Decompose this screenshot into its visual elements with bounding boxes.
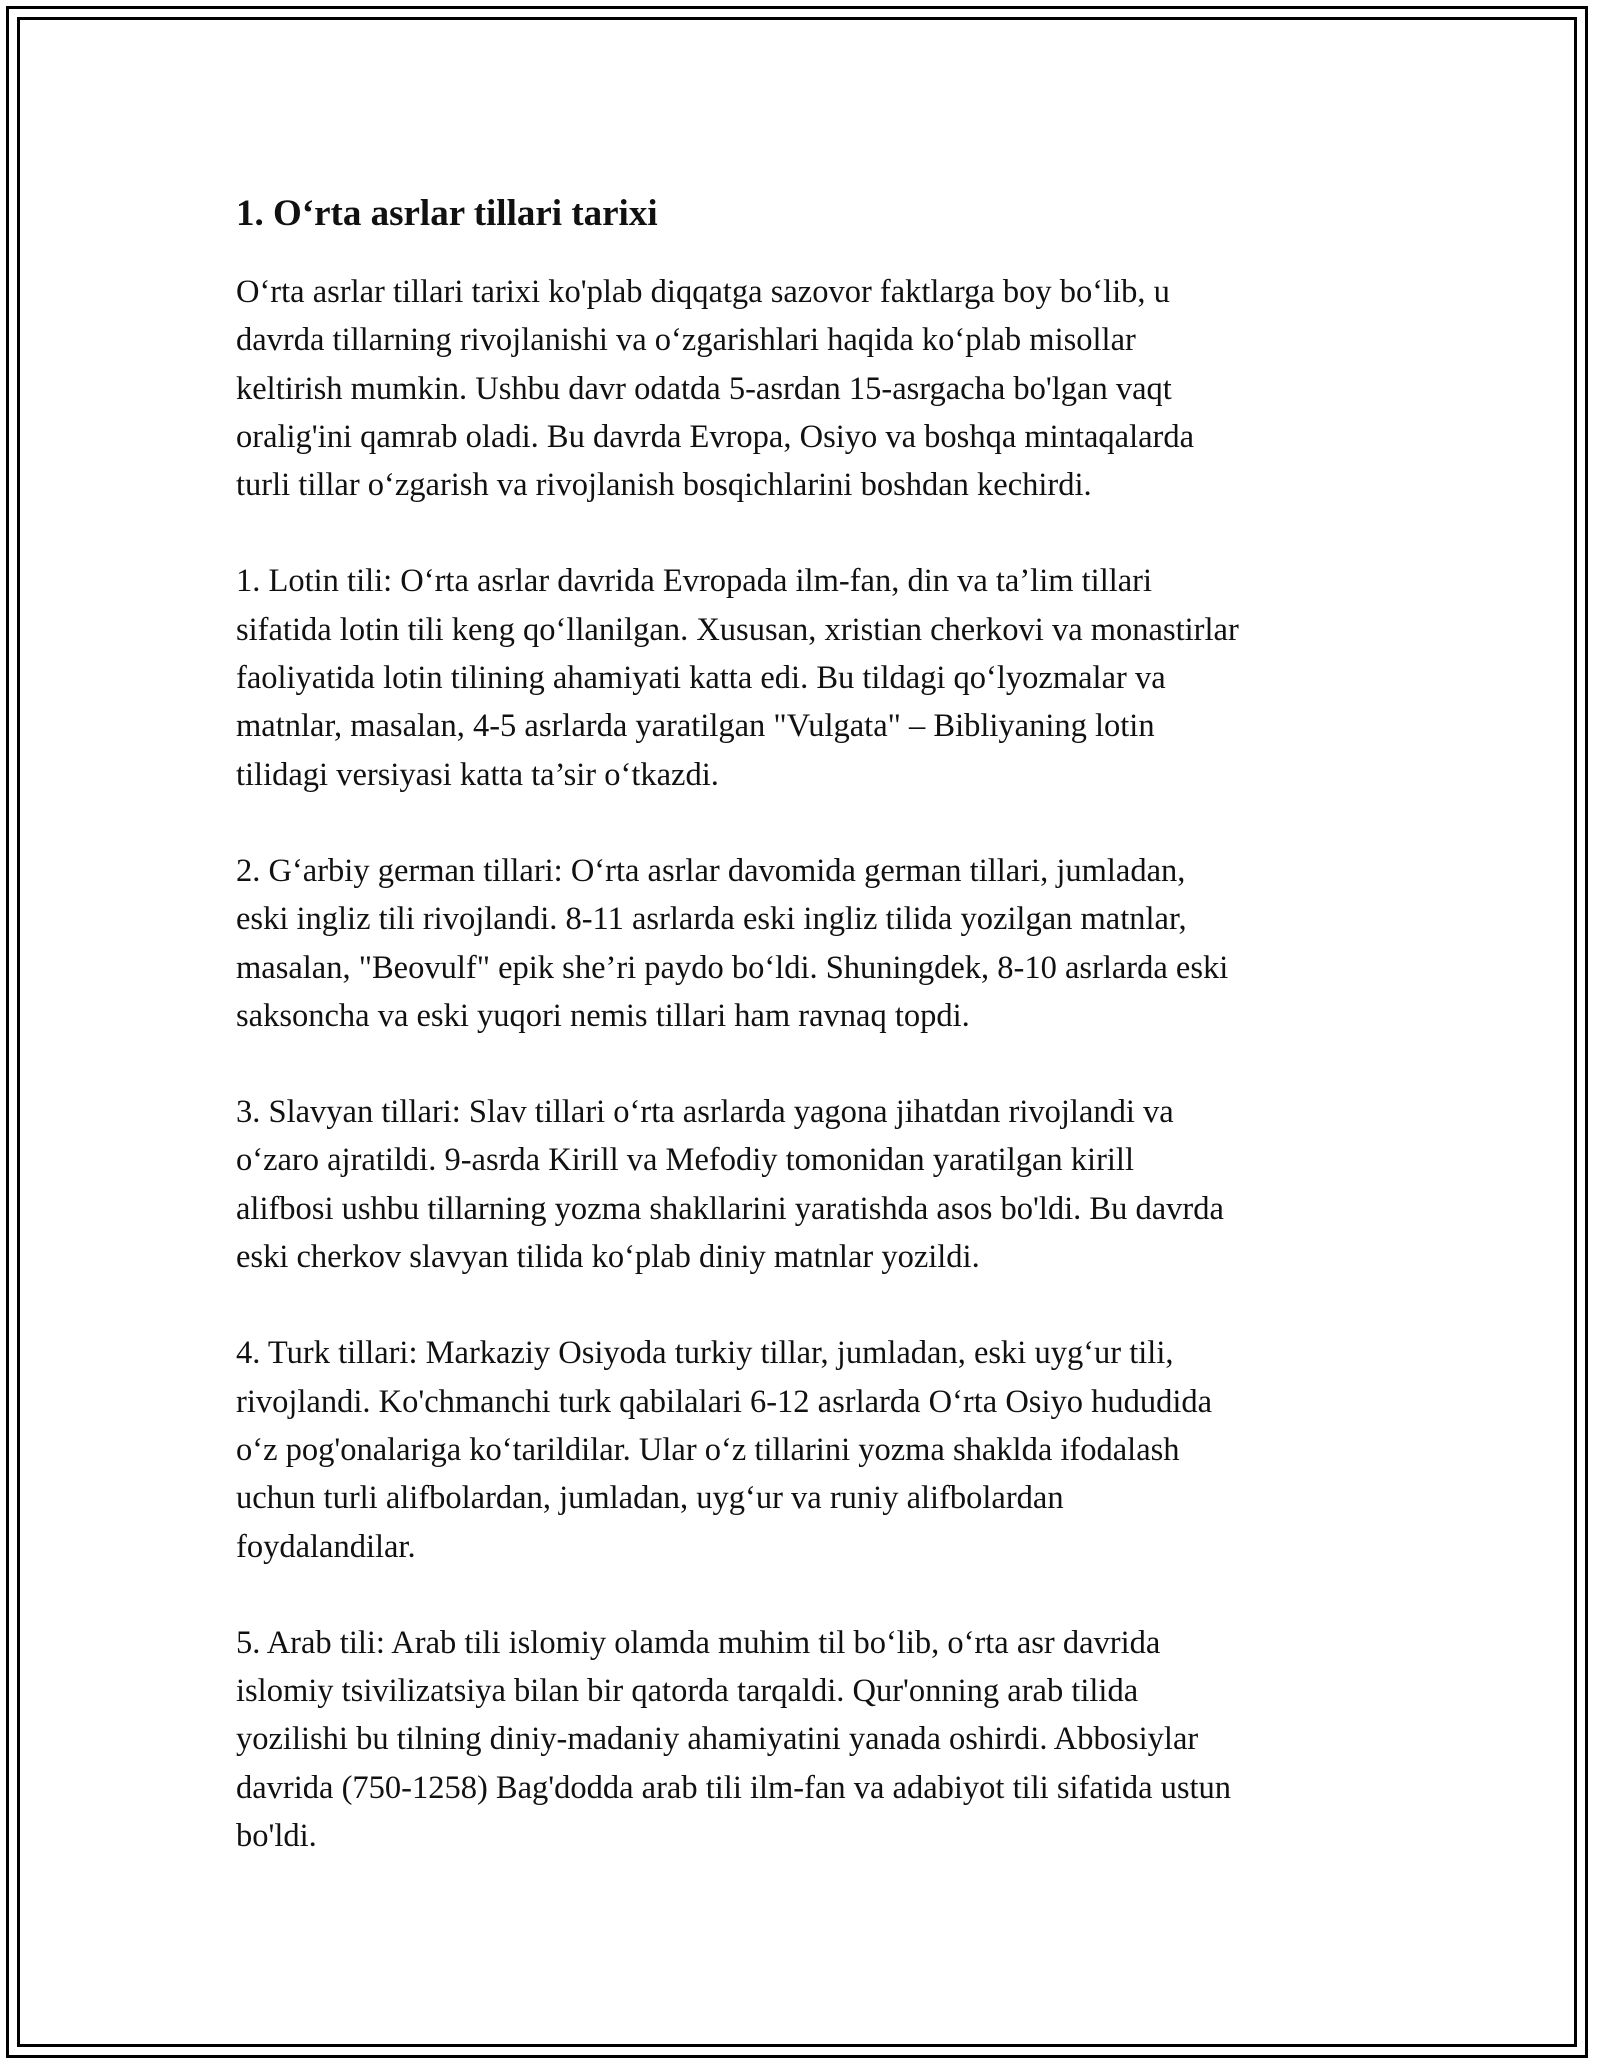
text-line: 3. Slavyan tillari: Slav tillari o‘rta asrlarda yagona jihatdan rivojlandi va	[236, 1094, 1174, 1131]
text-line: 4. Turk tillari: Markaziy Osiyoda turkiy tillar, jumladan, eski uyg‘ur tili,	[236, 1335, 1174, 1372]
text-line: 2. G‘arbiy german tillari: O‘rta asrlar davomida german tillari, jumladan,	[236, 852, 1186, 889]
text-line: faoliyatida lotin tilining ahamiyati katta edi. Bu tildagi qo‘lyozmalar va	[236, 660, 1166, 697]
text-line: rivojlandi. Ko'chmanchi turk qabilalari 6-12 asrlarda O‘rta Osiyo hududida	[236, 1383, 1213, 1420]
text-line: islomiy tsivilizatsiya bilan bir qatorda tarqaldi. Qur'onning arab tilida	[236, 1673, 1139, 1710]
paragraph-turkic	[236, 1329, 1386, 1570]
text-line: o‘z pog'onalariga ko‘tarildilar. Ular o‘z tillarini yozma shaklda ifodalash	[236, 1431, 1180, 1468]
text-line: eski cherkov slavyan tilida ko‘plab diniy matnlar yozildi.	[236, 1239, 980, 1276]
text-line: yozilishi bu tilning diniy-madaniy ahamiyatini yanada oshirdi. Abbosiylar	[236, 1721, 1199, 1758]
text-line: matnlar, masalan, 4-5 asrlarda yaratilgan "Vulgata" – Bibliyaning lotin	[236, 708, 1155, 745]
text-line: sifatida lotin tili keng qo‘llanilgan. Xususan, xristian cherkovi va monastirlar	[236, 611, 1239, 648]
text-line: keltirish mumkin. Ushbu davr odatda 5-asrdan 15-asrgacha bo'lgan vaqt	[236, 370, 1172, 407]
document-title: 1. O‘rta asrlar tillari tarixi	[236, 193, 658, 234]
text-line: masalan, "Beovulf" epik she’ri paydo bo‘ldi. Shuningdek, 8-10 asrlarda eski	[236, 949, 1229, 986]
paragraph-slavic	[236, 1088, 1386, 1281]
text-line: 1. Lotin tili: O‘rta asrlar davrida Evropada ilm-fan, din va ta’lim tillari	[236, 563, 1153, 600]
text-line: alifbosi ushbu tillarning yozma shakllarini yaratishda asos bo'ldi. Bu davrda	[236, 1190, 1224, 1227]
text-line: davrda tillarning rivojlanishi va o‘zgarishlari haqida ko‘plab misollar	[236, 322, 1136, 359]
text-line: o‘zaro ajratildi. 9-asrda Kirill va Mefodiy tomonidan yaratilgan kirill	[236, 1142, 1134, 1179]
text-line: 5. Arab tili: Arab tili islomiy olamda muhim til bo‘lib, o‘rta asr davrida	[236, 1624, 1161, 1661]
paragraph-latin	[236, 557, 1386, 798]
text-line: uchun turli alifbolardan, jumladan, uyg‘ur va runiy alifbolardan	[236, 1480, 1064, 1517]
text-line: eski ingliz tili rivojlandi. 8-11 asrlarda eski ingliz tilida yozilgan matnlar,	[236, 901, 1187, 938]
text-line: foydalandilar.	[236, 1528, 416, 1565]
text-line: saksoncha va eski yuqori nemis tillari ham ravnaq topdi.	[236, 997, 970, 1034]
text-line: oralig'ini qamrab oladi. Bu davrda Evropa, Osiyo va boshqa mintaqalarda	[236, 418, 1195, 455]
document-body	[236, 188, 1386, 1908]
paragraph-intro	[236, 268, 1386, 509]
text-line: O‘rta asrlar tillari tarixi ko'plab diqqatga sazovor faktlarga boy bo‘lib, u	[236, 274, 1170, 310]
text-line: turli tillar o‘zgarish va rivojlanish bosqichlarini boshdan kechirdi.	[236, 467, 1092, 504]
text-line: davrida (750-1258) Bag'dodda arab tili ilm-fan va adabiyot tili sifatida ustun	[236, 1769, 1232, 1806]
text-line: bo'ldi.	[236, 1818, 317, 1855]
paragraph-arabic	[236, 1619, 1386, 1860]
paragraph-west-germanic	[236, 847, 1386, 1040]
text-line: tilidagi versiyasi katta ta’sir o‘tkazdi.	[236, 756, 719, 793]
